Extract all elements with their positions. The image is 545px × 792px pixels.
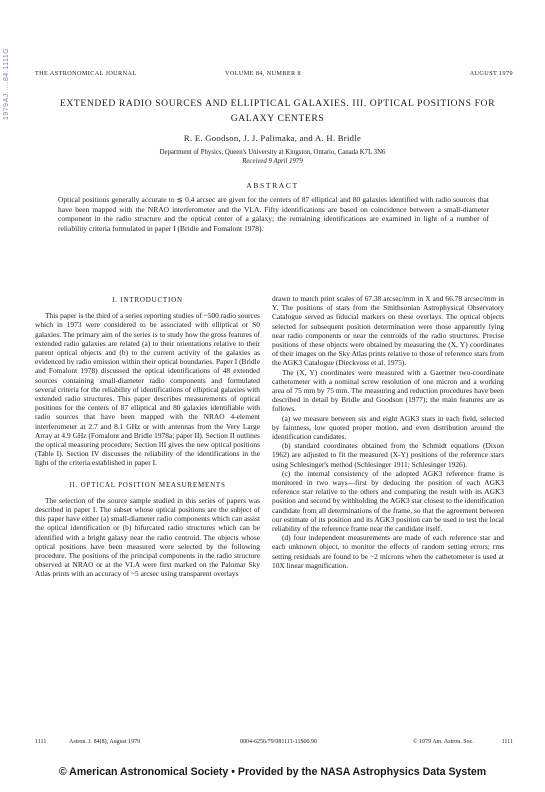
- page-number-right: 1111: [501, 739, 513, 745]
- running-head: [35, 70, 513, 80]
- copyright-notice: © 1979 Am. Astron. Soc.: [413, 739, 474, 745]
- ads-banner: © American Astronomical Society • Provided by the NASA Astrophysics Data System: [58, 766, 487, 778]
- page-number-left: 1111: [35, 739, 47, 745]
- volume-number: VOLUME 84, NUMBER 8: [225, 70, 302, 77]
- cathetometer-paragraph: The (X, Y) coordinates were measured with a Gaertner two-coordinate cathetometer with a nominal screw resolution of one micron and a working area of 75 mm by 75 mm. The measuring and reduction procedures have been described in detail by Bridle and Goodson (1977); the main features are as follows.: [272, 367, 504, 414]
- page-footer: [35, 739, 513, 749]
- right-column: [272, 294, 504, 570]
- author-list: R. E. Goodson, J. J. Palimaka, and A. H. Bridle: [183, 133, 362, 143]
- introduction-paragraph: This paper is the third of a series reporting studies of ~500 radio sources which in 1973 were considered to be associated with elliptical or S0 galaxies. The primary aim of the series is to study how the gross features of extended radio galaxies are related (a) to their orientations relative to their parent optical objects and (b) to the current activity of the galaxies as evidenced by radio emission within their optical boundaries. Paper I (Bridle and Fomalont 1978) discussed the optical identifications of 48 extended sources containing small-diameter radio components and formulated several criteria for the reliability of identifications of elliptical galaxies with extended radio structures. This paper describes measurements of optical positions for the centers of 87 elliptical and 80 galaxies identifiable with radio sources that have been mapped with the NRAO 4-element interferometer at 2.7 and 8.1 GHz or with antennas from the Very Large Array at 4.9 GHz (Fomalont and Bridle 1978a; paper II). Section II outlines the optical measuring procedure; Section III gives the new optical positions (Table I). Section IV discusses the reliability of the identifications in the light of the criteria established in paper I.: [35, 311, 260, 468]
- section-heading-optical-positions: II. OPTICAL POSITION MEASUREMENTS: [69, 480, 226, 489]
- method-paragraph: The selection of the source sample studied in this series of papers was described in paper I. The subset whose optical positions are the subject of this paper have either (a) small-diameter radio components which can assist the optical identification or (b) bifurcated radio structures which can be identified with a bright galaxy near the radio centroid. The objects whose optical positions have been measured were selected by the following procedure. The positions of the principal components in the radio structure observed at NRAO or at the VLA were first marked on the Palomar Sky Atlas prints with an accuracy of ~5 arcsec using transparent overlays: [35, 495, 260, 579]
- abstract-heading: ABSTRACT: [246, 181, 299, 190]
- journal-name: THE ASTRONOMICAL JOURNAL: [35, 70, 137, 77]
- received-date: Received 9 April 1979: [242, 158, 303, 165]
- article-code: 0004-6256/79/081111-11$00.90: [240, 739, 317, 745]
- abstract-text: Optical positions generally accurate to ≲ 0.4 arcsec are given for the centers of 87 elliptical and 80 galaxies identified with radio sources that have been mapped with the NRAO interferometer and the VLA. Fifty identifications are based on coincidence between a small-diameter component in the radio structure and the optical center of a galaxy; the remaining identifications are examined in light of a number of reliability criteria formulated in paper I (Bridle and Fomalont 1978).: [58, 195, 489, 233]
- issue-date: AUGUST 1979: [469, 70, 513, 77]
- procedure-item-c: (c) the internal consistency of the adopted AGK3 reference frame is monitored in two ways—first by deducing the position of each AGK3 reference star relative to the others and comparing the result with its AGK3 position and second by withholding the AGK3 star closest to the identification candidate from all determinations of the frame, so that the agreement between our estimate of its position and its AGK3 position can be used to test the local reliability of the reference frame near the candidate itself.: [272, 468, 504, 534]
- procedure-item-d: (d) four independent measurements are made of each reference star and each unknown object, to monitor the effects of random setting errors; rms setting residuals are found to be ~2 microns when the cathetometer is used at 10X linear magnification.: [272, 533, 504, 570]
- procedure-item-b: (b) standard coordinates obtained from the Schmidt equations (Dixon 1962) are adjusted to fit the measured (X-Y) positions of the reference stars using Schlesinger's method (Schlesinger 1911; Schlesinger 1926).: [272, 441, 504, 469]
- section-heading-introduction: I. INTRODUCTION: [112, 296, 183, 304]
- article-title: EXTENDED RADIO SOURCES AND ELLIPTICAL GALAXIES. III. OPTICAL POSITIONS FOR GALAXY CENTERS: [59, 98, 496, 124]
- affiliation: Department of Physics, Queen's University at Kingston, Ontario, Canada K7L 3N6: [159, 149, 386, 156]
- bibcode-stamp: 1979AJ.....84.1111G: [3, 47, 10, 120]
- citation: Astron. J. 84(8), August 1979: [69, 739, 141, 745]
- left-column: [35, 296, 260, 579]
- procedure-item-a: (a) we measure between six and eight AGK3 stars in each field, selected by faintness, low quoted proper motion, and even distribution around the identification candidates.: [272, 413, 504, 442]
- continued-paragraph: drawn to match print scales of 67.38 arcsec/mm in X and 66.78 arcsec/mm in Y. The positions of stars from the Smithsonian Astrophysical Observatory Catalogue served as fiducial markers on these overlays. The optical objects selected for subsequent position determination were those apparently lying near radio components or near the centroids of the radio structures. Precise positions of these objects were obtained by measuring the (X, Y) coordinates of their images on the Sky Atlas prints relative to those of reference stars from the AGK3 Catalogue (Dieckvoss et al. 1975).: [272, 294, 504, 368]
